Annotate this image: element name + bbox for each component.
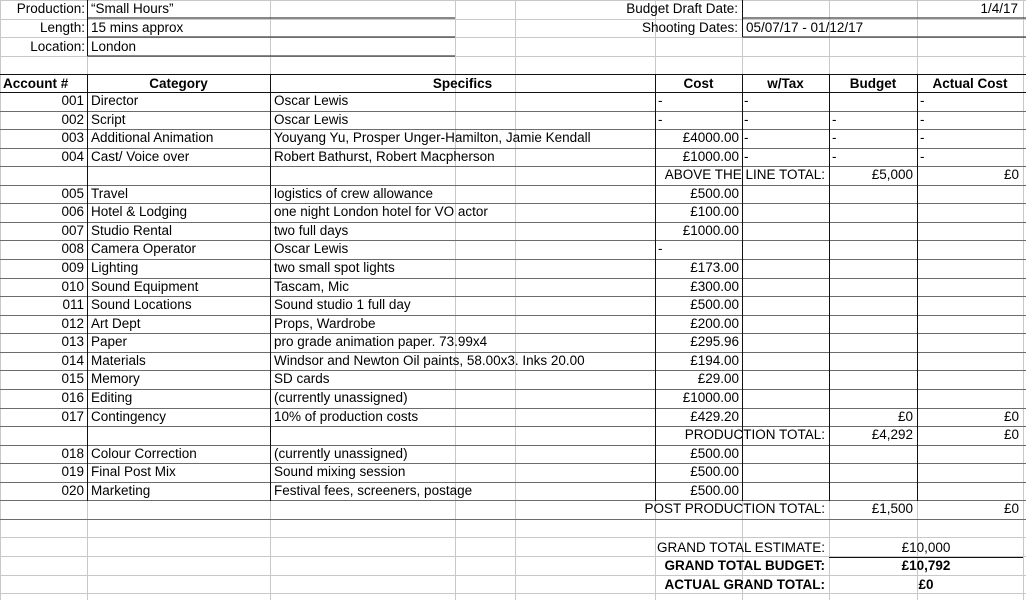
col-header-actual: Actual Cost xyxy=(932,76,1008,91)
specifics-cell[interactable]: two full days xyxy=(274,223,349,238)
wtax-cell[interactable]: - xyxy=(744,93,749,108)
cost-cell[interactable]: £1000.00 xyxy=(682,149,739,164)
col-header-category: Category xyxy=(149,76,208,91)
total-label: POST PRODUCTION TOTAL: xyxy=(644,501,825,516)
account-number: 007 xyxy=(61,223,84,238)
account-number: 015 xyxy=(61,371,84,386)
specifics-cell[interactable]: two small spot lights xyxy=(274,260,395,275)
specifics-cell[interactable]: Oscar Lewis xyxy=(274,241,349,256)
specifics-cell[interactable]: 10% of production costs xyxy=(274,409,419,424)
specifics-cell[interactable]: Oscar Lewis xyxy=(274,112,349,127)
specifics-cell[interactable]: (currently unassigned) xyxy=(274,390,408,405)
wtax-cell[interactable]: - xyxy=(744,149,749,164)
category-cell[interactable]: Marketing xyxy=(91,483,151,498)
total-label: ABOVE THE LINE TOTAL: xyxy=(664,167,825,182)
account-number: 013 xyxy=(61,334,84,349)
specifics-cell[interactable]: Robert Bathurst, Robert Macpherson xyxy=(274,149,495,164)
account-number: 006 xyxy=(61,204,84,219)
cost-cell[interactable]: £1000.00 xyxy=(682,390,739,405)
category-cell[interactable]: Contingency xyxy=(91,409,167,424)
specifics-cell[interactable]: SD cards xyxy=(274,371,330,386)
col-header-wtax: w/Tax xyxy=(767,76,804,91)
cost-cell[interactable]: £173.00 xyxy=(690,260,739,275)
account-number: 008 xyxy=(61,241,84,256)
shooting-dates-label: Shooting Dates: xyxy=(641,20,738,35)
category-cell[interactable]: Colour Correction xyxy=(91,446,197,461)
specifics-cell[interactable]: (currently unassigned) xyxy=(274,446,408,461)
category-cell[interactable]: Final Post Mix xyxy=(91,464,176,479)
specifics-cell[interactable]: Oscar Lewis xyxy=(274,93,349,108)
specifics-cell[interactable]: logistics of crew allowance xyxy=(274,186,434,201)
col-header-cost: Cost xyxy=(683,76,714,91)
grand-estimate-value[interactable]: £10,000 xyxy=(901,540,951,555)
specifics-cell[interactable]: Windsor and Newton Oil paints, 58.00x3. Inks 20.00 xyxy=(274,353,585,368)
category-cell[interactable]: Travel xyxy=(91,186,129,201)
cost-cell[interactable]: £4000.00 xyxy=(682,130,739,145)
actual-cell[interactable]: - xyxy=(920,130,925,145)
grand-budget-value[interactable]: £10,792 xyxy=(901,558,951,573)
grand-budget-label: GRAND TOTAL BUDGET: xyxy=(664,558,825,573)
account-number: 011 xyxy=(62,297,84,312)
category-cell[interactable]: Additional Animation xyxy=(91,130,214,145)
cost-cell[interactable]: £429.20 xyxy=(690,409,739,424)
cost-cell[interactable]: £1000.00 xyxy=(682,223,739,238)
account-number: 019 xyxy=(61,464,84,479)
category-cell[interactable]: Studio Rental xyxy=(91,223,173,238)
account-number: 017 xyxy=(61,409,84,424)
production-value[interactable]: “Small Hours” xyxy=(91,1,174,16)
specifics-cell[interactable]: Sound studio 1 full day xyxy=(274,297,411,312)
account-number: 005 xyxy=(61,186,84,201)
col-header-account: Account # xyxy=(3,76,69,91)
cost-cell[interactable]: £500.00 xyxy=(690,297,739,312)
category-cell[interactable]: Sound Equipment xyxy=(91,279,199,294)
budget-cell[interactable]: - xyxy=(832,130,837,145)
specifics-cell[interactable]: Tascam, Mic xyxy=(274,279,350,294)
col-header-budget: Budget xyxy=(849,76,897,91)
cost-cell[interactable]: £500.00 xyxy=(690,464,739,479)
category-cell[interactable]: Memory xyxy=(91,371,140,386)
category-cell[interactable]: Lighting xyxy=(91,260,139,275)
cost-cell[interactable]: £295.96 xyxy=(690,334,739,349)
total-budget[interactable]: £4,292 xyxy=(871,427,913,442)
category-cell[interactable]: Hotel & Lodging xyxy=(91,204,188,219)
length-value[interactable]: 15 mins approx xyxy=(91,20,184,35)
cost-cell[interactable]: £500.00 xyxy=(690,483,739,498)
account-number: 002 xyxy=(61,112,84,127)
budget-draft-value[interactable]: 1/4/17 xyxy=(980,1,1018,16)
cost-cell[interactable]: £29.00 xyxy=(697,371,739,386)
budget-cell[interactable]: - xyxy=(832,149,837,164)
actual-cell[interactable]: £0 xyxy=(1003,409,1019,424)
length-label: Length: xyxy=(39,20,85,35)
cost-cell[interactable]: £500.00 xyxy=(690,446,739,461)
category-cell[interactable]: Paper xyxy=(91,334,128,349)
specifics-cell[interactable]: one night London hotel for VO actor xyxy=(274,204,488,219)
shooting-dates-value[interactable]: 05/07/17 - 01/12/17 xyxy=(746,20,864,35)
wtax-cell[interactable]: - xyxy=(744,112,749,127)
location-label: Location: xyxy=(30,39,85,54)
account-number: 014 xyxy=(61,353,84,368)
category-cell[interactable]: Camera Operator xyxy=(91,241,197,256)
grand-actual-value[interactable]: £0 xyxy=(918,577,934,592)
account-number: 012 xyxy=(61,316,84,331)
total-budget[interactable]: £5,000 xyxy=(871,167,913,182)
account-number: 018 xyxy=(61,446,84,461)
specifics-cell[interactable]: pro grade animation paper. 73.99x4 xyxy=(274,334,488,349)
budget-cell[interactable]: - xyxy=(832,112,837,127)
production-label: Production: xyxy=(16,1,85,16)
total-actual[interactable]: £0 xyxy=(1003,501,1019,516)
cost-cell[interactable]: £100.00 xyxy=(690,204,739,219)
total-actual[interactable]: £0 xyxy=(1003,167,1019,182)
col-header-specifics: Specifics xyxy=(432,76,493,91)
cost-cell[interactable]: £500.00 xyxy=(690,186,739,201)
category-cell[interactable]: Art Dept xyxy=(91,316,141,331)
category-cell[interactable]: Cast/ Voice over xyxy=(91,149,190,164)
budget-draft-label: Budget Draft Date: xyxy=(626,1,738,16)
grand-estimate-label: GRAND TOTAL ESTIMATE: xyxy=(656,540,825,555)
actual-cell[interactable]: - xyxy=(920,149,925,164)
budget-cell[interactable]: £0 xyxy=(897,409,913,424)
account-number: 009 xyxy=(61,260,84,275)
total-budget[interactable]: £1,500 xyxy=(871,501,913,516)
cost-cell[interactable]: £194.00 xyxy=(690,353,739,368)
category-cell[interactable]: Materials xyxy=(91,353,146,368)
category-cell[interactable]: Editing xyxy=(91,390,133,405)
cost-cell[interactable]: - xyxy=(658,93,663,108)
account-number: 004 xyxy=(61,149,84,164)
actual-cell[interactable]: - xyxy=(920,93,925,108)
category-cell[interactable]: Sound Locations xyxy=(91,297,192,312)
grand-actual-label: ACTUAL GRAND TOTAL: xyxy=(664,577,825,592)
specifics-cell[interactable]: Sound mixing session xyxy=(274,464,406,479)
cost-cell[interactable]: £200.00 xyxy=(690,316,739,331)
specifics-cell[interactable]: Festival fees, screeners, postage xyxy=(274,483,473,498)
total-label: PRODUCTION TOTAL: xyxy=(684,427,825,442)
account-number: 010 xyxy=(61,279,84,294)
category-cell[interactable]: Script xyxy=(91,112,126,127)
category-cell[interactable]: Director xyxy=(91,93,139,108)
account-number: 016 xyxy=(61,390,84,405)
account-number: 001 xyxy=(61,93,84,108)
wtax-cell[interactable]: - xyxy=(744,130,749,145)
specifics-cell[interactable]: Youyang Yu, Prosper Unger-Hamilton, Jamie Kendall xyxy=(274,130,591,145)
specifics-cell[interactable]: Props, Wardrobe xyxy=(274,316,376,331)
total-actual[interactable]: £0 xyxy=(1003,427,1019,442)
location-value[interactable]: London xyxy=(91,39,137,54)
account-number: 003 xyxy=(61,130,84,145)
actual-cell[interactable]: - xyxy=(920,112,925,127)
cost-cell[interactable]: - xyxy=(658,112,663,127)
cost-cell[interactable]: £300.00 xyxy=(690,279,739,294)
account-number: 020 xyxy=(61,483,84,498)
cost-cell[interactable]: - xyxy=(658,241,663,256)
